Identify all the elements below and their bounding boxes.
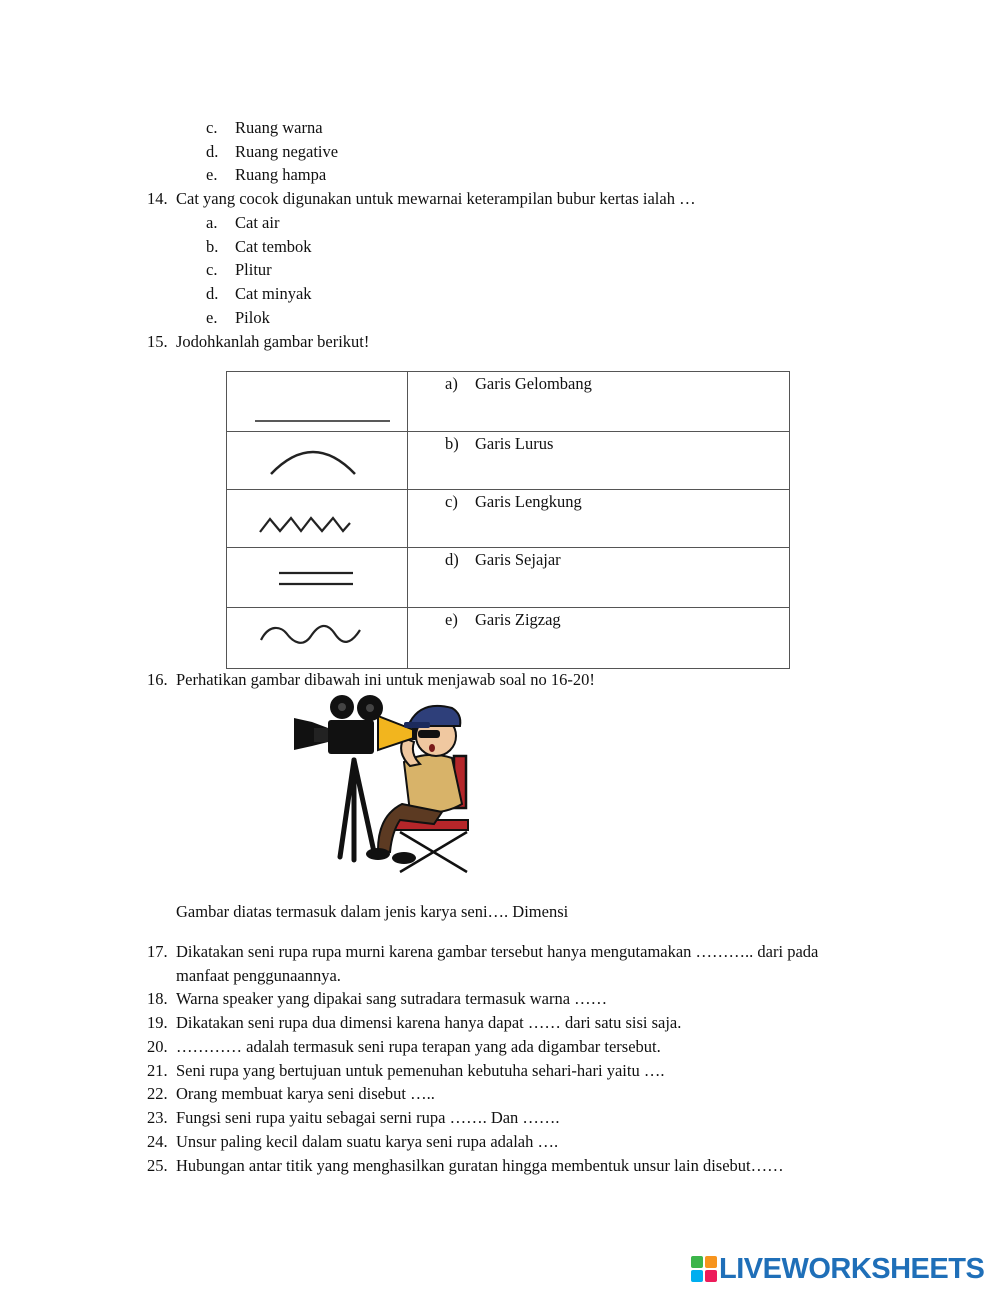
matching-row [227, 548, 790, 608]
straight-line-icon [227, 372, 407, 432]
option-label: Garis Sejajar [475, 550, 561, 569]
picture-cell [227, 372, 408, 432]
question-text: Jodohkanlah gambar berikut! [176, 332, 370, 351]
option-label: Garis Zigzag [475, 610, 561, 629]
question-number: 14. [147, 189, 168, 208]
liveworksheets-logo-text: LIVEWORKSHEETS [719, 1252, 985, 1285]
picture-cell [227, 432, 408, 490]
matching-row [227, 490, 790, 548]
zigzag-line-icon [227, 490, 407, 548]
question-text: Cat yang cocok digunakan untuk mewarnai keterampilan bubur kertas ialah … [176, 189, 696, 208]
matching-row [227, 372, 790, 432]
question-text-continued: manfaat penggunaannya. [176, 966, 341, 985]
picture-cell [227, 490, 408, 548]
option-label: Garis Lurus [475, 434, 554, 453]
option-label: Garis Gelombang [475, 374, 592, 393]
option-cell[interactable]: c) Garis Lengkung [408, 490, 790, 548]
film-director-illustration [292, 692, 482, 882]
liveworksheets-logo-icon [691, 1256, 717, 1282]
question-text: Perhatikan gambar dibawah ini untuk menjawab soal no 16-20! [176, 670, 595, 689]
option-cell[interactable]: d) Garis Sejajar [408, 548, 790, 608]
picture-cell [227, 608, 408, 669]
option-cell[interactable]: a) Garis Gelombang [408, 372, 790, 432]
wavy-line-icon [227, 608, 407, 669]
matching-table [226, 371, 790, 669]
question-text: Dikatakan seni rupa rupa murni karena gambar tersebut hanya mengutamakan ……….. dari pada [176, 942, 819, 961]
picture-cell [227, 548, 408, 608]
parallel-lines-icon [227, 548, 407, 608]
option-label: Garis Lengkung [475, 492, 582, 511]
option-cell[interactable]: e) Garis Zigzag [408, 608, 790, 669]
question-number: 16. [147, 670, 168, 689]
curved-line-icon [227, 432, 407, 490]
matching-row [227, 608, 790, 669]
liveworksheets-logo[interactable] [691, 1254, 984, 1284]
question-number: 17. [147, 942, 168, 961]
matching-row [227, 432, 790, 490]
question-number: 15. [147, 332, 168, 351]
option-cell[interactable]: b) Garis Lurus [408, 432, 790, 490]
